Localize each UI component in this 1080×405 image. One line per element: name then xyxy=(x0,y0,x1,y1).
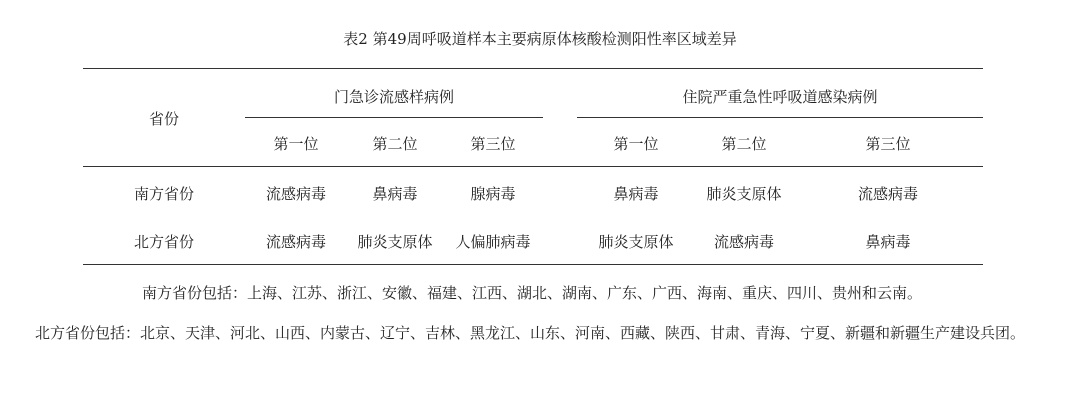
table-cell: 流感病毒 xyxy=(713,233,774,251)
table-cell: 肺炎支原体 xyxy=(706,185,782,203)
table-header-rule xyxy=(83,166,983,167)
table-cell: 鼻病毒 xyxy=(613,185,659,203)
table-title: 表2 第49周呼吸道样本主要病原体核酸检测阳性率区域差异 xyxy=(343,30,737,48)
header-group-inpatient: 住院严重急性呼吸道感染病例 xyxy=(682,88,878,106)
table-cell: 流感病毒 xyxy=(265,233,326,251)
table-bottom-rule xyxy=(83,264,983,265)
header-outpatient-rank-1: 第一位 xyxy=(273,135,319,153)
header-outpatient-rank-2: 第二位 xyxy=(372,135,418,153)
header-outpatient-rank-3: 第三位 xyxy=(470,135,516,153)
table-cell: 鼻病毒 xyxy=(865,233,911,251)
table-cell: 肺炎支原体 xyxy=(598,233,674,251)
table-cell: 流感病毒 xyxy=(265,185,326,203)
header-inpatient-rank-1: 第一位 xyxy=(613,135,659,153)
note-south-provinces: 南方省份包括：上海、江苏、浙江、安徽、福建、江西、湖北、湖南、广东、广西、海南、重庆、四川、贵州和云南。 xyxy=(142,284,923,302)
header-group-outpatient-rule xyxy=(245,117,543,118)
row-label-north: 北方省份 xyxy=(133,233,194,251)
header-province: 省份 xyxy=(148,110,179,128)
header-inpatient-rank-3: 第三位 xyxy=(865,135,911,153)
header-inpatient-rank-2: 第二位 xyxy=(721,135,767,153)
note-north-provinces: 北方省份包括：北京、天津、河北、山西、内蒙古、辽宁、吉林、黑龙江、山东、河南、西藏、陕西、甘肃、青海、宁夏、新疆和新疆生产建设兵团。 xyxy=(35,324,1026,342)
header-group-outpatient: 门急诊流感样病例 xyxy=(333,88,454,106)
table-cell: 肺炎支原体 xyxy=(357,233,433,251)
table-top-rule xyxy=(83,68,983,69)
row-label-south: 南方省份 xyxy=(133,185,194,203)
table-cell: 人偏肺病毒 xyxy=(455,233,531,251)
table-cell: 流感病毒 xyxy=(857,185,918,203)
table-cell: 腺病毒 xyxy=(470,185,516,203)
table-cell: 鼻病毒 xyxy=(372,185,418,203)
header-group-inpatient-rule xyxy=(577,117,983,118)
